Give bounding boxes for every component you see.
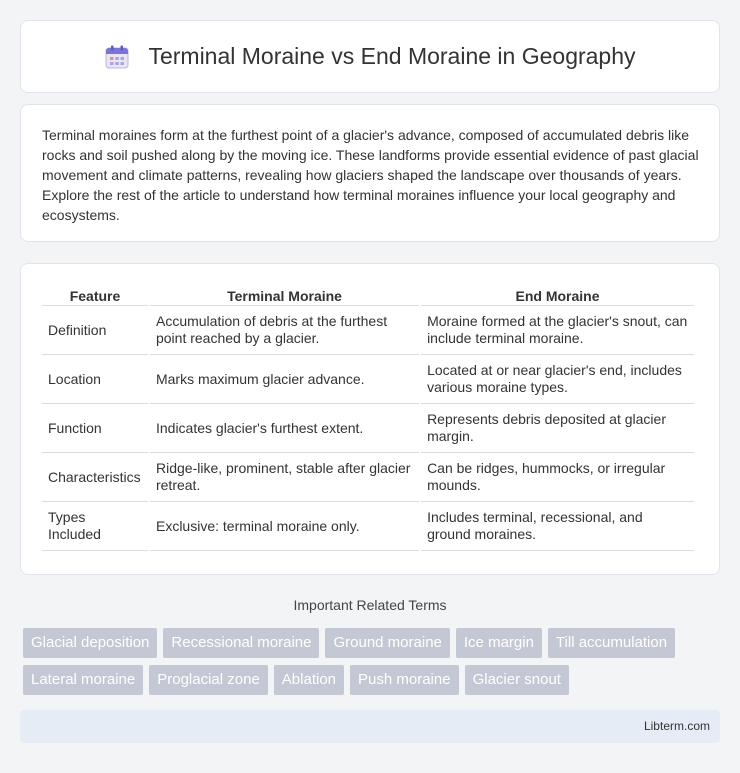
related-term-tag[interactable]: Lateral moraine	[23, 665, 143, 695]
calendar-icon	[104, 44, 130, 70]
footer-bar	[20, 710, 720, 743]
related-term-tag[interactable]: Ground moraine	[325, 628, 449, 658]
feature-cell: Types Included	[42, 502, 148, 551]
table-row	[42, 453, 694, 502]
title-card	[20, 20, 720, 93]
terminal-cell: Accumulation of debris at the furthest point reached by a glacier.	[150, 306, 419, 355]
comparison-card	[20, 263, 720, 575]
end-cell: Can be ridges, hummocks, or irregular mounds.	[421, 453, 694, 502]
feature-cell: Location	[42, 355, 148, 404]
comparison-table	[40, 284, 696, 551]
table-row	[42, 404, 694, 453]
related-term-tag[interactable]: Till accumulation	[548, 628, 675, 658]
footer-site-link[interactable]: Libterm.com	[643, 719, 710, 733]
terminal-cell: Marks maximum glacier advance.	[150, 355, 419, 404]
related-term-tag[interactable]: Ice margin	[456, 628, 542, 658]
end-cell: Located at or near glacier's end, includes various moraine types.	[421, 355, 694, 404]
table-row	[42, 502, 694, 551]
header-terminal-moraine: Terminal Moraine	[150, 284, 419, 306]
table-header-row	[42, 284, 694, 306]
end-cell: Represents debris deposited at glacier margin.	[421, 404, 694, 453]
header-feature: Feature	[42, 284, 148, 306]
related-term-tag[interactable]: Glacier snout	[465, 665, 569, 695]
related-term-tag[interactable]: Glacial deposition	[23, 628, 157, 658]
related-term-tag[interactable]: Push moraine	[350, 665, 459, 695]
feature-cell: Characteristics	[42, 453, 148, 502]
table-row	[42, 355, 694, 404]
end-cell: Includes terminal, recessional, and ground moraines.	[421, 502, 694, 551]
table-row	[42, 306, 694, 355]
related-term-tag[interactable]: Recessional moraine	[163, 628, 319, 658]
related-term-tag[interactable]: Proglacial zone	[149, 665, 268, 695]
terminal-cell: Ridge-like, prominent, stable after glacier retreat.	[150, 453, 419, 502]
intro-card	[20, 104, 720, 242]
related-terms-heading: Important Related Terms	[293, 597, 447, 613]
terminal-cell: Indicates glacier's furthest extent.	[150, 404, 419, 453]
title-row	[104, 43, 635, 70]
header-end-moraine: End Moraine	[421, 284, 694, 306]
related-terms-list	[23, 628, 723, 695]
intro-paragraph: Terminal moraines form at the furthest point of a glacier's advance, composed of accumulated debris like rocks and soil pushed along by the moving ice. These landforms provide essential evidence of past glacial movement and climate patterns, revealing how glaciers shaped the landscape over thousands of years. Explore the rest of the article to understand how terminal moraines influence your local geography and ecosystems.	[42, 127, 699, 223]
page-title: Terminal Moraine vs End Moraine in Geography	[148, 43, 636, 69]
terminal-cell: Exclusive: terminal moraine only.	[150, 502, 419, 551]
end-cell: Moraine formed at the glacier's snout, can include terminal moraine.	[421, 306, 694, 355]
feature-cell: Function	[42, 404, 148, 453]
feature-cell: Definition	[42, 306, 148, 355]
related-term-tag[interactable]: Ablation	[274, 665, 344, 695]
